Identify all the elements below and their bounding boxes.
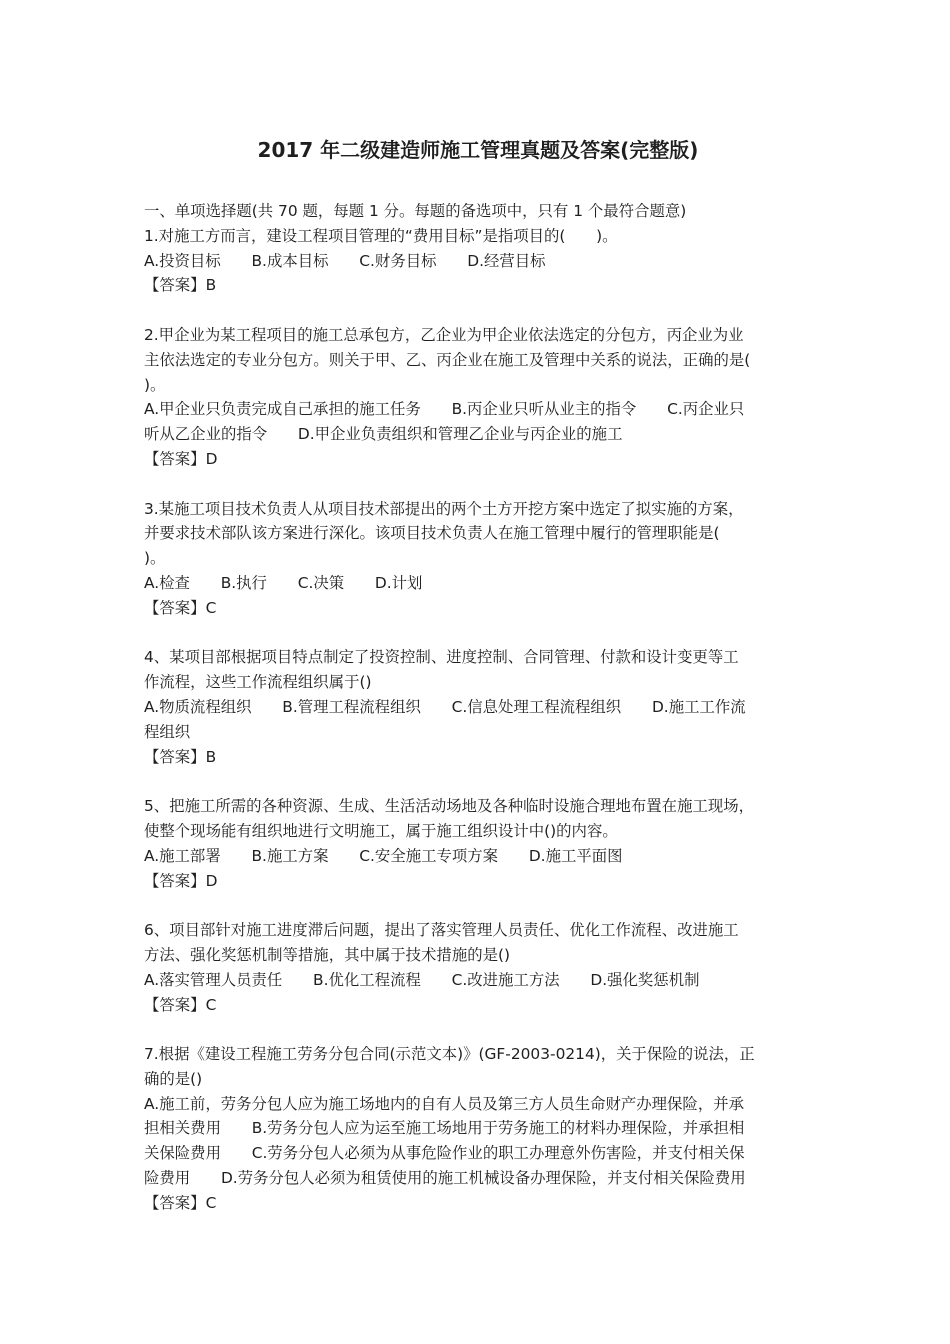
question-block (144, 794, 812, 893)
question-line: 7.根据《建设工程施工劳务分包合同(示范文本)》(GF-2003-0214)，关于保险的说法，正 (144, 1045, 755, 1064)
question-line: 5、把施工所需的各种资源、生成、生活活动场地及各种临时设施合理地布置在施工现场， (144, 797, 755, 816)
question-line: 3.某施工项目技术负责人从项目技术部提出的两个土方开挖方案中选定了拟实施的方案， (144, 499, 744, 518)
question-block (144, 497, 812, 621)
question-line: 使整个现场能有组织地进行文明施工，属于施工组织设计中()的内容。 (144, 821, 618, 840)
options-line: A.施工部署 B.施工方案 C.安全施工专项方案 D.施工平面图 (144, 846, 623, 865)
options-line: 险费用 D.劳务分包人必须为租赁使用的施工机械设备办理保险，并支付相关保险费用 (144, 1169, 746, 1188)
options-line: A.甲企业只负责完成自己承担的施工任务 B.丙企业只听从业主的指令 C.丙企业只 (144, 400, 745, 419)
question-line: 6、项目部针对施工进度滞后问题，提出了落实管理人员责任、优化工作流程、改进施工 (144, 921, 739, 940)
question-line: 方法、强化奖惩机制等措施，其中属于技术措施的是() (144, 945, 510, 964)
question-line: 并要求技术部队该方案进行深化。该项目技术负责人在施工管理中履行的管理职能是( (144, 524, 720, 543)
options-line: 关保险费用 C.劳务分包人必须为从事危险作业的职工办理意外伤害险，并支付相关保 (144, 1144, 745, 1163)
spacer (144, 769, 812, 794)
spacer (144, 893, 812, 918)
question-line: 主依法选定的专业分包方。则关于甲、乙、丙企业在施工及管理中关系的说法，正确的是( (144, 350, 751, 369)
answer-line: 【答案】D (144, 871, 218, 890)
answer-line: 【答案】C (144, 1193, 217, 1212)
question-block (144, 1042, 812, 1216)
answer-line: 【答案】D (144, 449, 218, 468)
question-line: 2.甲企业为某工程项目的施工总承包方，乙企业为甲企业依法选定的分包方，丙企业为业 (144, 325, 744, 344)
spacer (144, 472, 812, 497)
spacer (144, 298, 812, 323)
options-line: 担相关费用 B.劳务分包人应为运至施工场地用于劳务施工的材料办理保险，并承担相 (144, 1119, 745, 1138)
options-line: 听从乙企业的指令 D.甲企业负责组织和管理乙企业与丙企业的施工 (144, 425, 623, 444)
question-block (144, 918, 812, 1017)
options-line: A.检查 B.执行 C.决策 D.计划 (144, 573, 423, 592)
question-line: 1.对施工方而言，建设工程项目管理的“费用目标”是指项目的( )。 (144, 226, 618, 245)
question-line: 确的是() (144, 1069, 203, 1088)
answer-line: 【答案】C (144, 995, 217, 1014)
options-line: 程组织 (144, 722, 191, 741)
question-block (144, 224, 812, 298)
options-line: A.物质流程组织 B.管理工程流程组织 C.信息处理工程流程组织 D.施工工作流 (144, 697, 746, 716)
options-line: A.投资目标 B.成本目标 C.财务目标 D.经营目标 (144, 251, 546, 270)
answer-line: 【答案】B (144, 276, 217, 295)
question-line: 4、某项目部根据项目特点制定了投资控制、进度控制、合同管理、付款和设计变更等工 (144, 648, 739, 667)
answer-line: 【答案】C (144, 598, 217, 617)
question-line: )。 (144, 549, 166, 568)
section-header: 一、单项选择题(共 70 题，每题 1 分。每题的备选项中，只有 1 个最符合题意) (144, 202, 687, 220)
options-line: A.施工前，劳务分包人应为施工场地内的自有人员及第三方人员生命财产办理保险，并承 (144, 1094, 744, 1113)
spacer (144, 1017, 812, 1042)
document-title: 2017 年二级建造师施工管理真题及答案(完整版) (257, 138, 699, 162)
question-block (144, 323, 812, 472)
spacer (144, 621, 812, 646)
question-line: 作流程，这些工作流程组织属于() (144, 673, 372, 692)
document-body (144, 199, 812, 1216)
question-line: )。 (144, 375, 166, 394)
answer-line: 【答案】B (144, 747, 217, 766)
options-line: A.落实管理人员责任 B.优化工程流程 C.改进施工方法 D.强化奖惩机制 (144, 970, 700, 989)
question-block (144, 645, 812, 769)
